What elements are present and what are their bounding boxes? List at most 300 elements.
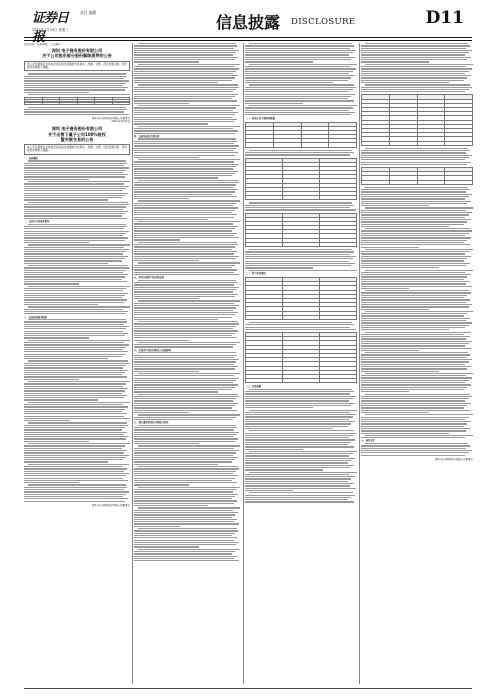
text-line	[24, 242, 89, 243]
text-line	[134, 54, 233, 55]
text-line	[24, 199, 108, 200]
text-line	[249, 430, 354, 431]
text-line	[365, 332, 471, 333]
text-line	[134, 228, 235, 229]
text-line	[245, 61, 313, 62]
text-line	[134, 389, 232, 390]
table-cell	[246, 143, 274, 147]
text-line	[138, 466, 238, 467]
text-line	[361, 191, 466, 192]
text-line	[134, 130, 238, 131]
text-line	[24, 260, 122, 261]
text-line	[138, 549, 240, 550]
text-line	[134, 546, 199, 547]
table-cell	[283, 196, 320, 200]
text-line	[134, 489, 236, 490]
text-line	[361, 198, 465, 199]
text-line	[361, 430, 466, 431]
text-line	[24, 233, 126, 234]
text-line	[134, 182, 239, 183]
text-line	[138, 105, 240, 106]
text-line	[361, 400, 465, 401]
text-line	[134, 123, 208, 124]
board-statement: 本公司及董事会全体成员保证信息披露的内容真实、准确、完整，没有虚假记载、误导性陈述或重大遗漏。	[24, 144, 130, 155]
text-line	[249, 322, 352, 323]
financial-table	[245, 158, 357, 201]
text-line	[134, 251, 237, 252]
text-line	[245, 68, 356, 69]
board-statement: 本公司及董事会全体成员保证信息披露的内容真实、准确、完整，没有虚假记载、误导性陈述或重大遗漏。	[24, 61, 130, 72]
text-line	[138, 84, 238, 85]
text-line	[134, 223, 233, 224]
text-line	[361, 410, 470, 411]
text-line	[361, 267, 439, 268]
text-line	[134, 544, 236, 545]
text-line	[245, 112, 355, 113]
text-line	[361, 152, 466, 153]
text-line	[134, 364, 233, 365]
text-line	[134, 260, 199, 261]
announcement-heading: 深圳 电子商务股份有限公司 关于出售下属子公司100%股权 暨关联交易的公告	[48, 126, 106, 142]
table-cell	[417, 180, 445, 184]
text-line	[361, 80, 464, 81]
text-line	[134, 203, 236, 204]
text-line	[24, 297, 122, 298]
text-line	[134, 66, 234, 67]
text-line	[361, 52, 469, 53]
text-line	[24, 489, 124, 490]
table-cell	[246, 315, 283, 319]
text-line	[365, 64, 473, 65]
text-line	[245, 391, 354, 392]
text-line	[361, 77, 467, 78]
text-line	[24, 179, 89, 180]
text-line	[24, 370, 128, 371]
text-line	[24, 436, 129, 437]
text-line	[361, 263, 470, 264]
table-cell	[417, 141, 445, 145]
text-line	[24, 452, 124, 453]
text-line	[245, 474, 349, 475]
text-line	[245, 428, 333, 429]
text-line	[245, 98, 348, 99]
text-line	[134, 537, 237, 538]
text-line	[24, 209, 123, 210]
text-line	[134, 319, 218, 320]
column-3	[245, 43, 357, 684]
text-line	[245, 52, 353, 53]
text-line	[24, 85, 123, 86]
text-line	[245, 423, 351, 424]
text-line	[361, 327, 465, 328]
text-line	[245, 45, 354, 46]
text-line	[24, 331, 123, 332]
text-line	[245, 455, 349, 456]
text-line	[361, 54, 465, 55]
data-table	[361, 94, 473, 145]
text-line	[361, 309, 429, 310]
text-line	[24, 326, 129, 327]
text-line	[134, 314, 235, 315]
text-line	[134, 298, 199, 299]
text-line	[361, 336, 470, 337]
text-line	[361, 341, 472, 342]
text-line	[361, 292, 471, 293]
text-line	[134, 558, 234, 559]
text-line	[134, 217, 234, 218]
text-line	[134, 461, 232, 462]
text-line	[134, 448, 234, 449]
text-line	[28, 160, 126, 161]
text-line	[24, 228, 124, 229]
text-line	[24, 78, 124, 79]
table-cell	[246, 196, 283, 200]
text-line	[361, 361, 469, 362]
text-line	[138, 126, 240, 127]
text-line	[245, 261, 349, 262]
text-line	[245, 419, 349, 420]
text-line	[361, 283, 466, 284]
text-line	[134, 161, 234, 162]
text-line	[134, 249, 232, 250]
text-line	[138, 159, 240, 160]
text-line	[245, 495, 355, 496]
text-line	[365, 228, 470, 229]
text-line	[138, 394, 238, 395]
text-line	[24, 167, 129, 168]
text-line	[134, 471, 236, 472]
text-line	[134, 191, 235, 192]
text-line	[245, 449, 303, 450]
text-line	[134, 98, 232, 99]
text-line	[24, 457, 126, 458]
text-line	[24, 496, 123, 497]
text-line	[24, 89, 125, 90]
text-line	[245, 329, 356, 330]
text-line	[361, 50, 472, 51]
text-line	[245, 478, 351, 479]
body-text	[24, 73, 130, 95]
text-line	[134, 498, 232, 499]
text-line	[361, 375, 466, 376]
text-line	[245, 256, 356, 257]
table-cell	[329, 143, 357, 147]
text-line	[361, 455, 465, 456]
text-line	[361, 387, 467, 388]
dateline: 2021年2月24日 星期三	[32, 28, 69, 32]
text-line	[28, 319, 126, 320]
text-line	[245, 490, 293, 491]
text-line	[245, 96, 351, 97]
text-line	[361, 325, 469, 326]
text-line	[28, 306, 130, 307]
text-line	[134, 542, 239, 543]
text-line	[245, 48, 350, 49]
text-line	[134, 523, 239, 524]
text-line	[361, 366, 471, 367]
body-text	[361, 443, 473, 456]
text-line	[24, 468, 127, 469]
text-line	[245, 80, 348, 81]
table-cell	[445, 141, 473, 145]
text-line	[134, 403, 238, 404]
text-line	[134, 45, 237, 46]
text-line	[134, 455, 233, 456]
text-line	[24, 231, 129, 232]
text-line	[24, 416, 124, 417]
text-line	[24, 290, 123, 291]
text-line	[24, 256, 128, 257]
text-line	[24, 420, 70, 421]
text-line	[134, 145, 239, 146]
text-line	[28, 381, 130, 382]
text-line	[245, 77, 351, 78]
text-line	[245, 437, 349, 438]
text-line	[245, 265, 351, 266]
text-line	[134, 198, 189, 199]
text-line	[24, 237, 128, 238]
text-line	[245, 114, 351, 115]
text-line	[24, 397, 124, 398]
text-line	[134, 189, 238, 190]
text-line	[361, 87, 472, 88]
text-line	[245, 54, 349, 55]
text-line	[245, 154, 350, 155]
text-line	[24, 501, 125, 502]
text-line	[134, 478, 235, 479]
section-heading: （一）标的公司主要财务数据	[245, 116, 275, 120]
text-line	[361, 417, 469, 418]
section-heading: 七、独立董事事前认可和独立意见	[134, 421, 169, 425]
text-line	[361, 82, 449, 83]
security-code-line: 证券代码： 证券简称： 公告编号：	[24, 43, 64, 46]
text-line	[24, 395, 127, 396]
text-line	[134, 427, 237, 428]
text-line	[24, 213, 125, 214]
text-line	[134, 434, 236, 435]
text-line	[24, 363, 129, 364]
text-line	[24, 258, 125, 259]
text-line	[361, 371, 439, 372]
text-line	[365, 270, 473, 271]
text-line	[134, 171, 238, 172]
table-row	[362, 141, 473, 145]
text-line	[245, 501, 354, 502]
text-line	[24, 283, 79, 284]
text-line	[24, 466, 122, 467]
text-line	[134, 219, 208, 220]
text-line	[138, 221, 240, 222]
text-line	[245, 251, 354, 252]
body-text	[24, 319, 130, 502]
text-line	[361, 189, 470, 190]
text-line	[24, 425, 128, 426]
text-line	[28, 340, 130, 341]
text-line	[134, 410, 237, 411]
text-line	[361, 68, 472, 69]
financial-table	[245, 122, 357, 148]
text-line	[245, 405, 351, 406]
table-cell	[320, 379, 357, 383]
text-line	[361, 258, 467, 259]
text-line	[134, 303, 234, 304]
text-line	[361, 155, 472, 156]
text-line	[361, 389, 464, 390]
text-line	[245, 453, 353, 454]
text-line	[24, 376, 127, 377]
table-row	[246, 315, 357, 319]
text-line	[134, 505, 208, 506]
text-line	[361, 230, 472, 231]
table-row	[246, 242, 357, 246]
text-line	[24, 475, 126, 476]
text-line	[134, 274, 239, 275]
text-line	[361, 219, 471, 220]
text-line	[24, 365, 126, 366]
text-line	[134, 287, 239, 288]
text-line	[361, 214, 469, 215]
text-line	[24, 92, 89, 93]
text-line	[134, 59, 235, 60]
table-row	[362, 180, 473, 184]
text-line	[134, 382, 233, 383]
text-line	[361, 274, 471, 275]
text-line	[24, 418, 129, 419]
section-heading: 八、备查文件	[361, 439, 375, 443]
text-line	[365, 352, 468, 353]
text-line	[134, 246, 235, 247]
table-cell	[320, 242, 357, 246]
text-line	[24, 487, 127, 488]
text-line	[361, 66, 466, 67]
text-line	[24, 459, 123, 460]
text-line	[24, 172, 123, 173]
text-line	[361, 396, 472, 397]
text-line	[24, 383, 126, 384]
header-rule	[24, 37, 472, 38]
text-line	[245, 412, 350, 413]
text-line	[134, 235, 234, 236]
body-text	[24, 160, 130, 219]
text-line	[24, 372, 125, 373]
text-line	[134, 307, 236, 308]
text-line	[138, 425, 236, 426]
text-line	[134, 91, 233, 92]
text-line	[361, 368, 467, 369]
text-line	[24, 351, 128, 352]
text-line	[24, 413, 127, 414]
text-line	[24, 335, 125, 336]
text-line	[138, 507, 240, 508]
body-text	[245, 322, 357, 330]
text-line	[138, 300, 240, 301]
text-line	[134, 355, 237, 356]
text-line	[249, 84, 354, 85]
text-line	[245, 254, 350, 255]
text-line	[24, 165, 124, 166]
text-line	[134, 494, 238, 495]
signature-block: 深圳 电子商务股份有限公司董事会	[91, 503, 130, 507]
section-heading: 三、交易标的基本情况	[24, 315, 47, 319]
text-line	[24, 311, 128, 312]
body-text	[245, 389, 357, 503]
body-text	[361, 148, 473, 165]
text-line	[361, 73, 465, 74]
editor-line: 责任 编辑	[80, 10, 97, 15]
text-line	[361, 345, 465, 346]
text-line	[24, 313, 125, 314]
text-line	[134, 317, 232, 318]
text-line	[365, 311, 473, 312]
text-line	[361, 329, 449, 330]
text-line	[249, 202, 352, 203]
text-line	[134, 117, 232, 118]
text-line	[134, 457, 238, 458]
text-line	[361, 61, 429, 62]
text-line	[28, 484, 126, 485]
text-line	[249, 472, 357, 473]
text-line	[365, 435, 473, 436]
newspaper-logo: 证券日	[32, 11, 69, 26]
announcement-heading: 深圳 电子商务股份有限公司 关于公司股东部分股份解除质押的公告	[42, 48, 112, 59]
text-line	[361, 334, 464, 335]
text-line	[134, 378, 239, 379]
text-line	[24, 411, 122, 412]
text-line	[28, 244, 130, 245]
text-line	[134, 61, 199, 62]
text-line	[134, 337, 237, 338]
text-line	[24, 235, 123, 236]
text-line	[361, 384, 471, 385]
text-line	[134, 100, 237, 101]
text-line	[245, 460, 351, 461]
text-line	[134, 443, 199, 444]
text-line	[134, 128, 233, 129]
table-cell	[320, 196, 357, 200]
pledge-table	[24, 97, 130, 104]
table-row	[246, 379, 357, 383]
text-line	[245, 75, 355, 76]
text-line	[134, 196, 237, 197]
text-line	[138, 342, 240, 343]
text-line	[245, 263, 355, 264]
text-line	[134, 164, 239, 165]
text-line	[134, 387, 235, 388]
text-line	[24, 218, 127, 219]
text-line	[24, 83, 126, 84]
text-line	[24, 455, 129, 456]
text-line	[249, 150, 352, 151]
text-line	[24, 379, 79, 380]
text-line	[361, 201, 471, 202]
text-line	[134, 155, 235, 156]
table-cell	[283, 379, 320, 383]
text-line	[28, 443, 130, 444]
text-line	[245, 398, 353, 399]
footer-rule	[24, 688, 472, 689]
text-line	[361, 450, 472, 451]
text-line	[361, 428, 470, 429]
text-line	[24, 190, 123, 191]
text-line	[361, 272, 465, 273]
text-line	[134, 512, 238, 513]
table-cell	[246, 379, 283, 383]
text-line	[24, 302, 124, 303]
text-line	[361, 448, 466, 449]
text-line	[134, 296, 235, 297]
text-line	[134, 214, 237, 215]
text-line	[361, 276, 467, 277]
